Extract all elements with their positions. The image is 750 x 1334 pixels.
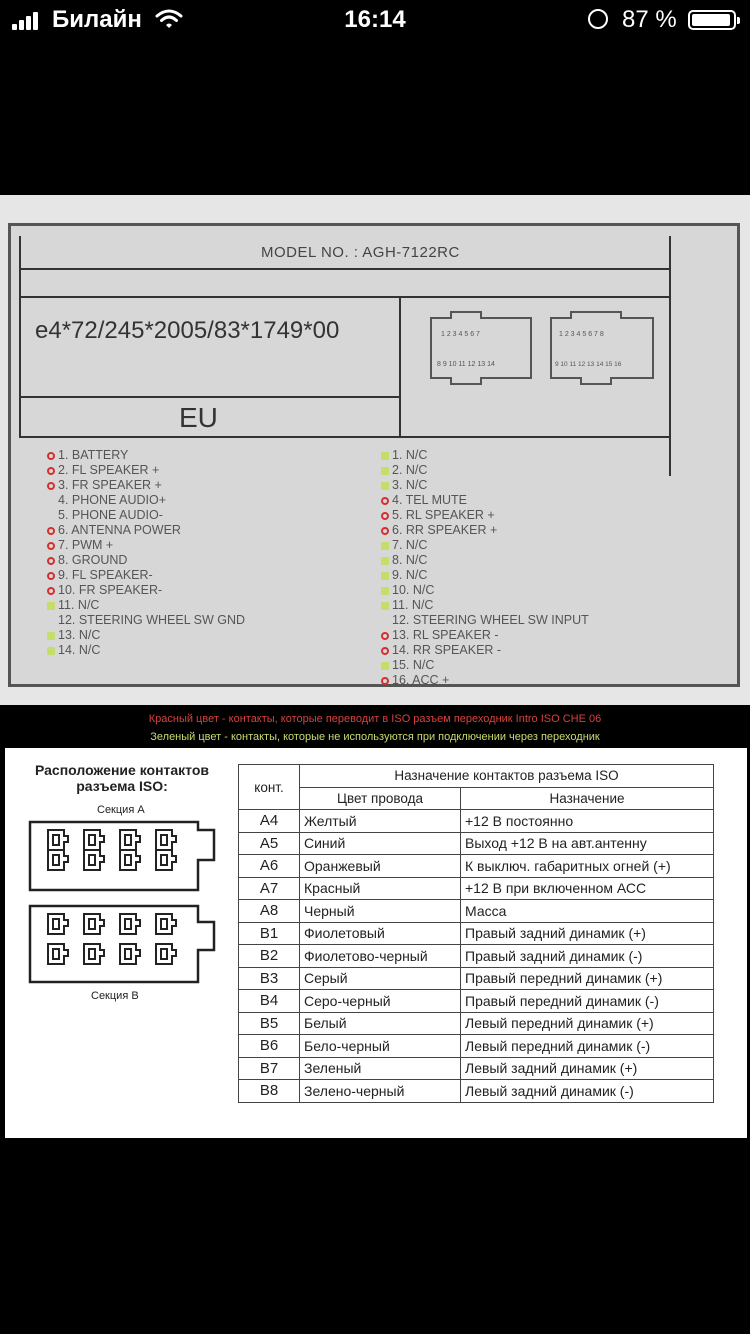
- table-row: [239, 877, 714, 900]
- left-pin: [47, 463, 245, 478]
- green-marker: [47, 602, 55, 610]
- plug-contact: [48, 914, 68, 934]
- green-marker: [381, 467, 389, 475]
- right-pin-list: [381, 448, 589, 688]
- table-row: [239, 900, 714, 923]
- red-circle-marker: [47, 542, 55, 550]
- cell-contact: A4: [239, 810, 300, 833]
- clock: 16:14: [344, 6, 406, 33]
- table-row: [239, 990, 714, 1013]
- plug-contact: [156, 850, 176, 870]
- right-pin: [381, 493, 589, 508]
- table-row: [239, 922, 714, 945]
- green-marker: [47, 647, 55, 655]
- iso-title: Расположение контактов разъема ISO:: [34, 762, 210, 794]
- plug-contact: [120, 830, 140, 850]
- left-pin: [47, 523, 245, 538]
- cell-contact: B6: [239, 1035, 300, 1058]
- green-marker: [381, 662, 389, 670]
- cell-purpose: К выключ. габаритных огней (+): [461, 855, 714, 878]
- cell-color: Белый: [300, 1012, 461, 1035]
- left-pin: [47, 508, 245, 523]
- no-marker: [47, 497, 55, 505]
- right-pin: [381, 658, 589, 673]
- cell-purpose: Масса: [461, 900, 714, 923]
- cell-color: Зелено-черный: [300, 1080, 461, 1103]
- cell-contact: B3: [239, 967, 300, 990]
- cell-color: Черный: [300, 900, 461, 923]
- cell-color: Фиолетово-черный: [300, 945, 461, 968]
- left-pin: [47, 643, 245, 658]
- plug-contact: [84, 830, 104, 850]
- right-pin-label: 7. N/C: [392, 538, 428, 552]
- no-marker: [47, 617, 55, 625]
- cell-contact: A7: [239, 877, 300, 900]
- plug-contact: [156, 944, 176, 964]
- iso-pinout-table: [238, 764, 714, 1103]
- header-purpose: Назначение: [461, 787, 714, 810]
- right-pin: [381, 568, 589, 583]
- table-row: [239, 1035, 714, 1058]
- cell-purpose: Правый задний динамик (-): [461, 945, 714, 968]
- green-marker: [47, 632, 55, 640]
- red-note: Красный цвет - контакты, которые переводит в ISO разъем переходник Intro ISO CHE 06: [148, 713, 602, 725]
- left-pin: [47, 478, 245, 493]
- section-a-label: Секция А: [97, 804, 145, 816]
- cell-purpose: Правый передний динамик (-): [461, 990, 714, 1013]
- left-pin: [47, 568, 245, 583]
- right-pin: [381, 463, 589, 478]
- left-pin-label: 1. BATTERY: [58, 448, 129, 462]
- right-pin-label: 16. ACC +: [392, 673, 450, 687]
- plug-contact: [48, 830, 68, 850]
- right-pin-label: 2. N/C: [392, 463, 428, 477]
- red-circle-marker: [47, 557, 55, 565]
- left-pin: [47, 613, 245, 628]
- cell-purpose: Левый передний динамик (+): [461, 1012, 714, 1035]
- left-pin-label: 13. N/C: [58, 628, 101, 642]
- left-pin-label: 14. N/C: [58, 643, 101, 657]
- cell-purpose: Левый задний динамик (-): [461, 1080, 714, 1103]
- right-pin: [381, 613, 589, 628]
- right-pin-label: 3. N/C: [392, 478, 428, 492]
- cell-purpose: +12 В постоянно: [461, 810, 714, 833]
- left-pin-label: 8. GROUND: [58, 553, 128, 567]
- left-pin-label: 7. PWM +: [58, 538, 114, 552]
- connector-diagram: [421, 308, 661, 388]
- region-label: EU: [179, 402, 218, 433]
- cell-color: Серо-черный: [300, 990, 461, 1013]
- left-pin-label: 10. FR SPEAKER-: [58, 583, 163, 597]
- green-marker: [381, 452, 389, 460]
- right-pin: [381, 583, 589, 598]
- model-number: MODEL NO. : AGH-7122RC: [261, 244, 460, 261]
- table-row: [239, 855, 714, 878]
- cell-color: Желтый: [300, 810, 461, 833]
- iso-plug-diagram: [28, 820, 218, 986]
- cell-contact: A8: [239, 900, 300, 923]
- right-pin-label: 8. N/C: [392, 553, 428, 567]
- table-row: [239, 1012, 714, 1035]
- left-pin-label: 9. FL SPEAKER-: [58, 568, 153, 582]
- left-pin-label: 4. PHONE AUDIO+: [58, 493, 167, 507]
- cell-color: Бело-черный: [300, 1035, 461, 1058]
- red-circle-marker: [381, 632, 389, 640]
- right-pin: [381, 598, 589, 613]
- green-marker: [381, 482, 389, 490]
- iso-pinout-panel: [5, 748, 747, 1138]
- plug-contact: [120, 850, 140, 870]
- no-marker: [381, 617, 389, 625]
- left-pin: [47, 598, 245, 613]
- left-pin: [47, 448, 245, 463]
- cell-color: Синий: [300, 832, 461, 855]
- cell-color: Серый: [300, 967, 461, 990]
- plug-contact: [156, 914, 176, 934]
- table-row: [239, 810, 714, 833]
- red-circle-marker: [47, 452, 55, 460]
- table-row: [239, 1057, 714, 1080]
- cell-purpose: Правый задний динамик (+): [461, 922, 714, 945]
- connector-right-bottom-numbers: 9 10 11 12 13 14 15 16: [555, 361, 622, 368]
- cell-purpose: Выход +12 В на авт.антенну: [461, 832, 714, 855]
- right-pin: [381, 553, 589, 568]
- battery-percentage: 87 %: [622, 6, 677, 33]
- right-pin-label: 15. N/C: [392, 658, 435, 672]
- left-pin-label: 2. FL SPEAKER +: [58, 463, 160, 477]
- green-marker: [381, 602, 389, 610]
- cell-contact: A6: [239, 855, 300, 878]
- connector-left-top-numbers: 1 2 3 4 5 6 7: [441, 331, 480, 338]
- right-pin: [381, 523, 589, 538]
- status-bar: [0, 0, 750, 40]
- cell-color: Оранжевый: [300, 855, 461, 878]
- plug-contact: [120, 914, 140, 934]
- no-marker: [47, 512, 55, 520]
- right-pin-label: 4. TEL MUTE: [392, 493, 468, 507]
- header-main: Назначение контактов разъема ISO: [300, 765, 714, 788]
- left-pin-label: 5. PHONE AUDIO-: [58, 508, 163, 522]
- alarm-icon: [588, 9, 608, 29]
- right-pin: [381, 538, 589, 553]
- left-pin-list: [47, 448, 245, 658]
- cell-contact: B5: [239, 1012, 300, 1035]
- cell-contact: B7: [239, 1057, 300, 1080]
- right-pin-label: 13. RL SPEAKER -: [392, 628, 499, 642]
- cell-color: Зеленый: [300, 1057, 461, 1080]
- left-pin-label: 3. FR SPEAKER +: [58, 478, 162, 492]
- sticker-photo: [0, 195, 750, 705]
- right-pin: [381, 643, 589, 658]
- cell-contact: B2: [239, 945, 300, 968]
- right-pin-label: 11. N/C: [392, 598, 434, 612]
- header-color: Цвет провода: [300, 787, 461, 810]
- plug-contact: [48, 850, 68, 870]
- cell-purpose: +12 В при включенном АСС: [461, 877, 714, 900]
- right-pin-label: 6. RR SPEAKER +: [392, 523, 498, 537]
- left-pin-label: 12. STEERING WHEEL SW GND: [58, 613, 246, 627]
- red-circle-marker: [47, 482, 55, 490]
- cell-contact: B1: [239, 922, 300, 945]
- right-pin: [381, 478, 589, 493]
- left-pin: [47, 493, 245, 508]
- cell-contact: B8: [239, 1080, 300, 1103]
- right-pin: [381, 508, 589, 523]
- sticker: [8, 223, 740, 687]
- left-pin: [47, 628, 245, 643]
- plug-contact: [120, 944, 140, 964]
- cell-purpose: Правый передний динамик (+): [461, 967, 714, 990]
- right-pin-label: 10. N/C: [392, 583, 435, 597]
- cell-contact: B4: [239, 990, 300, 1013]
- left-pin-label: 11. N/C: [58, 598, 100, 612]
- connector-left-bottom-numbers: 8 9 10 11 12 13 14: [437, 361, 495, 368]
- green-marker: [381, 572, 389, 580]
- red-circle-marker: [381, 677, 389, 685]
- red-circle-marker: [381, 527, 389, 535]
- plug-contact: [48, 944, 68, 964]
- battery-icon: [688, 10, 736, 30]
- right-pin: [381, 628, 589, 643]
- right-pin-label: 5. RL SPEAKER +: [392, 508, 495, 522]
- green-marker: [381, 557, 389, 565]
- left-pin-label: 6. ANTENNA POWER: [58, 523, 181, 537]
- red-circle-marker: [381, 647, 389, 655]
- table-row: [239, 832, 714, 855]
- cell-contact: A5: [239, 832, 300, 855]
- red-circle-marker: [47, 572, 55, 580]
- red-circle-marker: [47, 587, 55, 595]
- left-pin: [47, 553, 245, 568]
- right-pin-label: 9. N/C: [392, 568, 428, 582]
- cell-color: Фиолетовый: [300, 922, 461, 945]
- plug-contact: [84, 944, 104, 964]
- right-pin: [381, 448, 589, 463]
- carrier-name: Билайн: [52, 6, 142, 33]
- green-note: Зеленый цвет - контакты, которые не используются при подключении через переходник: [150, 731, 600, 743]
- plug-contact: [156, 830, 176, 850]
- left-pin: [47, 538, 245, 553]
- plug-contact: [84, 914, 104, 934]
- connector-right-top-numbers: 1 2 3 4 5 6 7 8: [559, 331, 604, 338]
- table-row: [239, 967, 714, 990]
- cell-color: Красный: [300, 877, 461, 900]
- right-pin-label: 12. STEERING WHEEL SW INPUT: [392, 613, 589, 627]
- table-row: [239, 945, 714, 968]
- cell-purpose: Левый задний динамик (+): [461, 1057, 714, 1080]
- cell-purpose: Левый передний динамик (-): [461, 1035, 714, 1058]
- green-marker: [381, 542, 389, 550]
- right-pin-label: 14. RR SPEAKER -: [392, 643, 502, 657]
- left-pin: [47, 583, 245, 598]
- plug-contact: [84, 850, 104, 870]
- red-circle-marker: [381, 512, 389, 520]
- red-circle-marker: [47, 527, 55, 535]
- red-circle-marker: [381, 497, 389, 505]
- green-marker: [381, 587, 389, 595]
- right-pin: [381, 673, 589, 688]
- section-b-label: Секция В: [91, 990, 139, 1002]
- red-circle-marker: [47, 467, 55, 475]
- right-pin-label: 1. N/C: [392, 448, 428, 462]
- header-contact: конт.: [239, 765, 300, 810]
- table-row: [239, 1080, 714, 1103]
- approval-code: e4*72/245*2005/83*1749*00: [35, 317, 340, 344]
